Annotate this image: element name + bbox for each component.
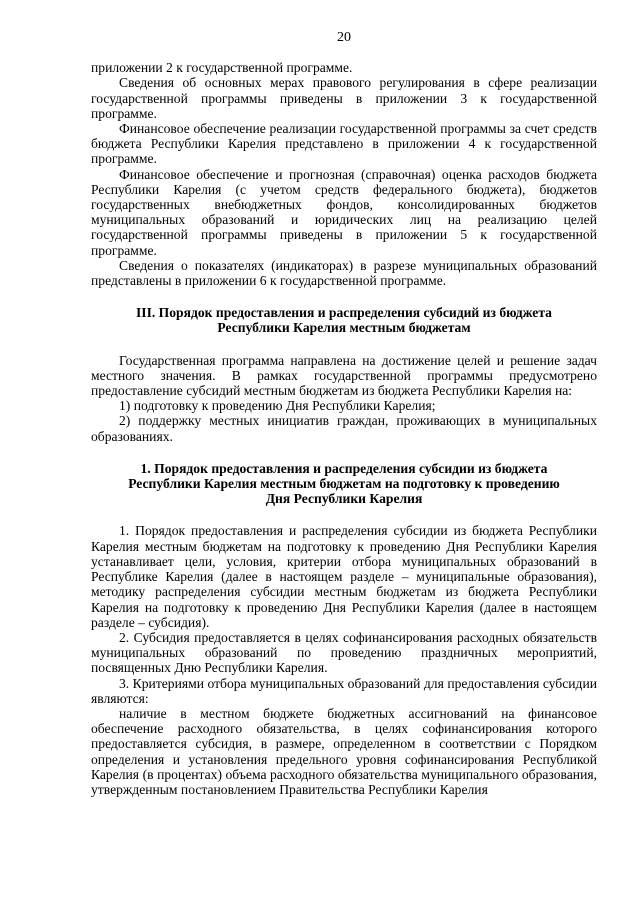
clause-1-paragraph: 1. Порядок предоставления и распределения субсидии из бюджета Республики Карелия местным бюджетам на подготовку к проведению Дня Республики Карелия устанавливает цели, условия, критерии отбора муниципальных образований в Республике Карелия (далее в настоящем разделе – муниципальные образования), методику распределения субсидии местным бюджетам из бюджета Республики Карелия на подготовку к проведению Дня Республики Карелия (далее в настоящем разделе – субсидия). <box>91 523 597 630</box>
subsection-heading-line3: Дня Республики Карелия <box>265 491 423 507</box>
section-intro-paragraph: Государственная программа направлена на достижение целей и решение задач местного значения. В рамках государственной программы предусмотрено предоставление субсидий местным бюджетам из бюджета Республики Карелия на: <box>91 352 597 399</box>
clause-2-paragraph: 2. Субсидия предоставляется в целях софинансирования расходных обязательств муниципальных образований по проведению праздничных мероприятий, посвященных Дню Республики Карелия. <box>91 629 597 676</box>
subsection-heading-line2: Республики Карелия местным бюджетам на подготовку к проведению <box>128 476 560 492</box>
criterion-paragraph: наличие в местном бюджете бюджетных ассигнований на финансовое обеспечение расходного обязательства, в целях софинансирования которого предоставляется субсидия, в размере, определенном в соответствии с Порядком определения и установления предельного уровня софинансирования Республикой Карелия (в процентах) объема расходного обязательства муниципального образования, утвержденным постановлением Правительства Республики Карелия <box>91 705 597 797</box>
subsection-heading-line1: 1. Порядок предоставления и распределения субсидии из бюджета <box>140 460 548 476</box>
paragraph-continuation: приложении 2 к государственной программе. <box>91 60 353 76</box>
list-item-2: 2) поддержку местных инициатив граждан, проживающих в муниципальных образованиях. <box>91 413 597 444</box>
section-heading-line2: Республики Карелия местным бюджетам <box>217 320 471 336</box>
document-page <box>91 30 597 797</box>
paragraph-financing: Финансовое обеспечение реализации государственной программы за счет средств бюджета Республики Карелия представлено в приложении 4 к государственной программе. <box>91 121 597 167</box>
paragraph-legal-regulation: Сведения об основных мерах правового регулирования в сфере реализации государственной программы приведены в приложении 3 к государственной программе. <box>91 75 597 121</box>
clause-3-paragraph: 3. Критериями отбора муниципальных образований для предоставления субсидии являются: <box>91 675 597 706</box>
section-heading-line1: III. Порядок предоставления и распределения субсидий из бюджета <box>136 305 552 321</box>
page-number: 20 <box>337 30 351 45</box>
paragraph-indicators: Сведения о показателях (индикаторах) в разрезе муниципальных образований представлены в приложении 6 к государственной программе. <box>91 257 597 289</box>
paragraph-forecast-estimate: Финансовое обеспечение и прогнозная (справочная) оценка расходов бюджета Республики Карелия (с учетом средств федерального бюджета), бюджетов государственных внебюджетных фондов, консолидированных бюджетов муниципальных образований и юридических лиц на реализацию целей государственной программы приведены в приложении 5 к государственной программе. <box>91 166 597 258</box>
list-item-1: 1) подготовку к проведению Дня Республики Карелия; <box>119 398 436 414</box>
